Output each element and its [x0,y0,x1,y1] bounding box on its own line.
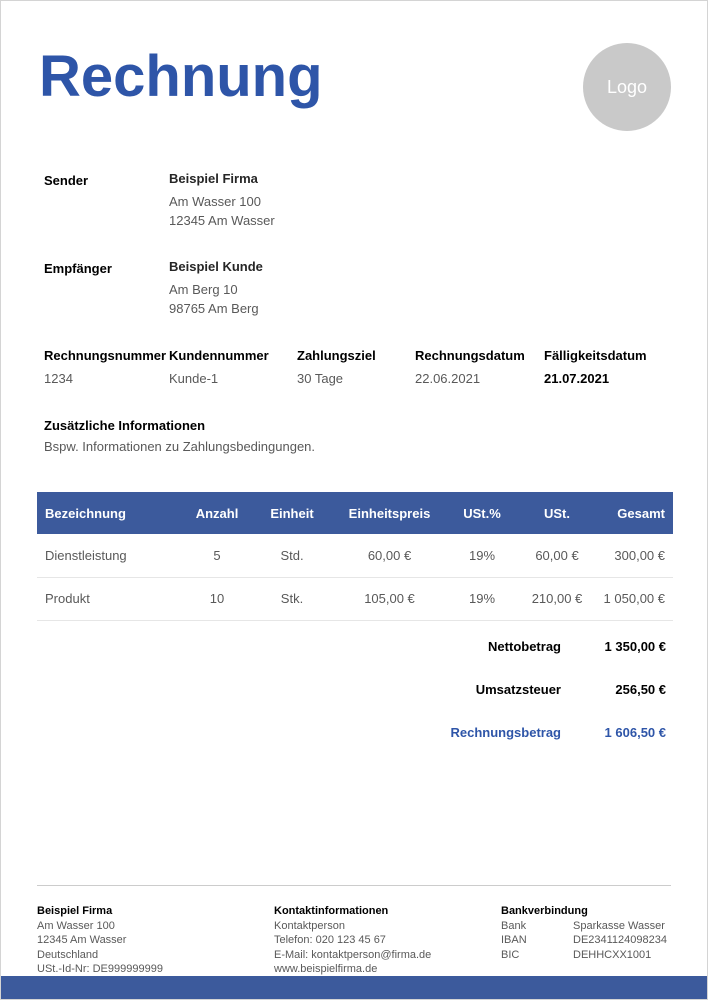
footer-bank-title: Bankverbindung [501,905,588,917]
column-header-unit-price: Einheitspreis [332,492,447,534]
sender-address-line1: Am Wasser 100 [169,194,261,209]
cell-vat: 60,00 € [517,534,597,577]
footer-accent-bar [1,976,707,999]
gross-total-label: Rechnungsbetrag [450,724,561,740]
items-table [37,492,673,621]
footer-bank-name-label: Bank [501,919,527,932]
footer-company-block [37,904,274,977]
cell-vat: 210,00 € [517,577,597,620]
column-header-quantity: Anzahl [182,492,252,534]
items-table-header [37,492,673,534]
footer-bank-name-row [501,919,671,934]
table-row [37,534,673,577]
column-header-unit: Einheit [252,492,332,534]
footer-bank-iban-value: DE2341124098234 [573,934,667,946]
header-row [37,492,673,534]
company-logo [583,43,671,131]
footer-bank-bic-value: DEHHCXX1001 [573,948,652,961]
sender-label: Sender [44,173,89,188]
net-total-label: Nettobetrag [488,638,561,654]
meta-invoice-date-label: Rechnungsdatum [415,348,525,364]
meta-due-date-label: Fälligkeitsdatum [544,348,647,364]
meta-customer-number [169,348,297,386]
cell-unit: Std. [252,534,332,577]
footer-contact-website: www.beispielfirma.de [274,963,378,975]
sender-address-line2: 12345 Am Wasser [169,212,275,228]
meta-customer-number-value: Kunde-1 [169,371,219,387]
footer-bank-name-value: Sparkasse Wasser [573,919,665,932]
net-total-row [37,625,671,668]
footer-bank-bic-row [501,948,671,963]
column-header-total: Gesamt [597,492,673,534]
cell-quantity: 5 [182,534,252,577]
footer-contact-block [274,904,501,977]
net-total-value: 1 350,00 € [604,638,666,654]
meta-invoice-date-value: 22.06.2021 [415,371,481,387]
additional-info-text: Bspw. Informationen zu Zahlungsbedingungen. [44,439,316,455]
table-row [37,577,673,620]
column-header-description: Bezeichnung [37,492,182,534]
recipient-details [169,259,263,319]
cell-total: 300,00 € [597,534,673,577]
footer-bank-bic-label: BIC [501,948,520,961]
additional-info-block [37,418,671,454]
footer-bank-block [501,904,671,977]
cell-vat-percent: 19% [447,577,517,620]
cell-description: Dienstleistung [37,534,182,577]
recipient-address-line2: 98765 Am Berg [169,300,259,316]
meta-due-date-value: 21.07.2021 [544,371,610,387]
footer-contact-person: Kontaktperson [274,919,345,932]
footer-bank-iban-row [501,933,671,948]
tax-total-row [37,668,671,711]
footer-company-city: 12345 Am Wasser [37,934,127,946]
invoice-header [37,1,671,125]
logo-placeholder-text: Logo [606,76,648,97]
sender-details [169,171,275,231]
footer-contact-email: E-Mail: kontaktperson@firma.de [274,948,432,961]
recipient-address-line1: Am Berg 10 [169,281,238,297]
cell-total: 1 050,00 € [597,577,673,620]
meta-customer-number-label: Kundennummer [169,348,269,364]
footer-contact-title: Kontaktinformationen [274,905,389,917]
footer-contact-phone: Telefon: 020 123 45 67 [274,934,386,946]
meta-payment-terms [297,348,415,386]
totals-section [37,625,671,754]
cell-unit: Stk. [252,577,332,620]
meta-payment-terms-value: 30 Tage [297,371,344,387]
meta-invoice-number-value: 1234 [44,371,73,387]
invoice-footer [37,885,671,977]
tax-total-label: Umsatzsteuer [475,681,561,697]
meta-due-date [544,348,671,386]
meta-invoice-date [415,348,544,386]
additional-info-label: Zusätzliche Informationen [44,418,206,434]
recipient-address [169,281,263,319]
recipient-name: Beispiel Kunde [169,258,263,274]
meta-invoice-number [44,348,169,386]
column-header-vat-percent: USt.% [447,492,517,534]
recipient-label: Empfänger [44,260,112,276]
tax-total-value: 256,50 € [615,681,666,697]
footer-company-street: Am Wasser 100 [37,919,115,932]
footer-company-country: Deutschland [37,948,99,961]
cell-quantity: 10 [182,577,252,620]
cell-description: Produkt [37,577,182,620]
sender-block [37,171,671,231]
meta-invoice-number-label: Rechnungsnummer [44,348,167,364]
footer-company-vat-id: USt.-Id-Nr: DE999999999 [37,963,163,975]
meta-payment-terms-label: Zahlungsziel [297,348,376,364]
invoice-meta [37,348,671,386]
gross-total-row [37,711,671,754]
cell-unit-price: 60,00 € [332,534,447,577]
footer-bank-iban-label: IBAN [501,934,527,946]
page-title: Rechnung [39,44,323,109]
column-header-vat: USt. [517,492,597,534]
sender-address [169,193,275,231]
sender-name: Beispiel Firma [169,171,258,186]
cell-vat-percent: 19% [447,534,517,577]
footer-company-name: Beispiel Firma [37,905,113,917]
cell-unit-price: 105,00 € [332,577,447,620]
recipient-block [37,259,671,319]
gross-total-value: 1 606,50 € [604,724,666,740]
